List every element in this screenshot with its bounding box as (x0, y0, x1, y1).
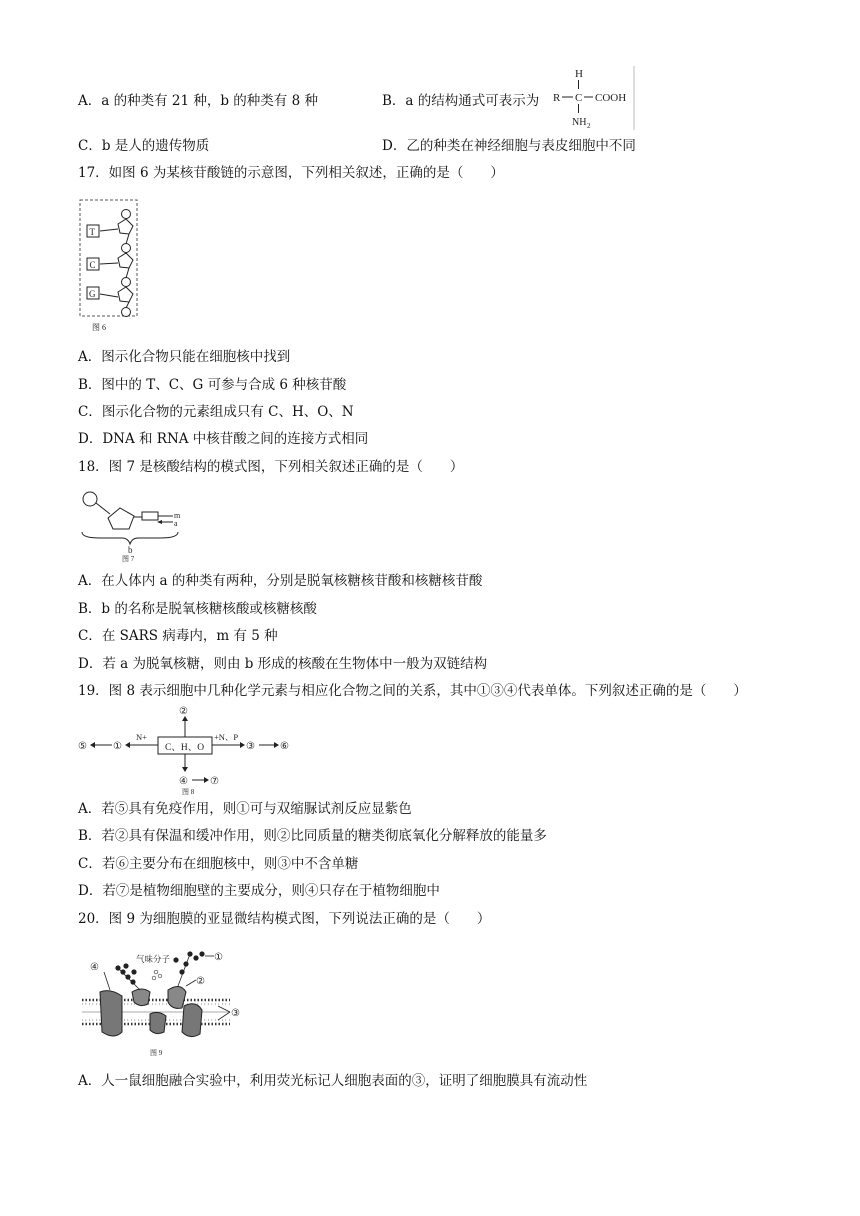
figure-8-elements-compounds (78, 704, 298, 796)
q16-option-d: D．乙的种类在神经细胞与表皮细胞中不同 (382, 138, 636, 154)
formula-r: R (553, 92, 561, 104)
box-cho: C、H、O (165, 743, 205, 753)
q19-option-d: D．若⑦是植物细胞壁的主要成分，则④只存在于植物细胞中 (78, 883, 440, 899)
formula-nh: NH (572, 117, 587, 128)
q20-stem: 20．图 9 为细胞膜的亚显微结构模式图，下列说法正确的是（ ） (78, 911, 491, 927)
q17-option-c: C．图示化合物的元素组成只有 C、H、O、N (78, 404, 354, 420)
label-np: +N、P (214, 732, 239, 742)
transmembrane-protein-right (182, 1004, 202, 1037)
label-m: m (174, 511, 181, 520)
odor-molecules (152, 970, 162, 980)
label-3: ③ (231, 1008, 240, 1019)
figure-9-caption: 图 9 (150, 1049, 163, 1057)
q18-option-c: C．在 SARS 病毒内，m 有 5 种 (78, 628, 278, 644)
q18-option-a: A．在人体内 a 的种类有两种，分别是脱氧核糖核苷酸和核糖核苷酸 (78, 573, 483, 589)
q18-option-d: D．若 a 为脱氧核糖，则由 b 形成的核酸在生物体中一般为双链结构 (78, 656, 488, 672)
nucleotide-unit-c (87, 244, 133, 271)
q17-option-d: D．DNA 和 RNA 中核苷酸之间的连接方式相同 (78, 431, 369, 447)
q17-stem: 17．如图 6 为某核苷酸链的示意图，下列相关叙述，正确的是（ ） (78, 165, 504, 181)
q17-option-b: B．图中的 T、C、G 可参与合成 6 种核苷酸 (78, 377, 347, 393)
peripheral-protein (132, 989, 150, 1006)
label-7: ⑦ (210, 776, 219, 787)
base-c: C (89, 260, 96, 270)
label-6: ⑥ (280, 741, 289, 752)
figure-6-nucleotide-chain (78, 196, 144, 338)
figure-9-cell-membrane (78, 940, 246, 1060)
glycoprotein-chain-left (116, 964, 140, 990)
label-4: ④ (90, 962, 99, 973)
figure-7-nucleotide-model (78, 486, 188, 562)
formula-sub2: 2 (587, 122, 591, 130)
odor-molecule-label: 气味分子 (136, 954, 171, 964)
q17-option-a: A．图示化合物只能在细胞核中找到 (78, 349, 291, 365)
q16-option-a: A．a 的种类有 21 种，b 的种类有 8 种 (78, 93, 318, 109)
label-n-plus: N+ (136, 732, 147, 742)
label-5: ⑤ (78, 741, 87, 752)
receptor-protein (168, 986, 186, 1008)
q18-option-b: B．b 的名称是脱氧核糖核酸或核糖核酸 (78, 601, 317, 617)
inner-protein (150, 1012, 166, 1033)
q16-option-c: C．b 是人的遗传物质 (78, 138, 210, 154)
nucleotide-unit-t (87, 210, 133, 238)
q18-stem: 18．图 7 是核酸结构的模式图，下列相关叙述正确的是（ ） (78, 459, 464, 475)
label-3: ③ (246, 741, 255, 752)
figure-8-caption: 图 8 (182, 788, 195, 796)
base-g: G (89, 289, 96, 299)
q19-option-a: A．若⑤具有免疫作用，则①可与双缩脲试剂反应显紫色 (78, 801, 412, 817)
nucleotide-unit-g (87, 278, 133, 303)
figure-7-caption: 图 7 (122, 555, 135, 562)
q20-option-a: A．人一鼠细胞融合实验中，利用荧光标记人细胞表面的③，证明了细胞膜具有流动性 (78, 1073, 588, 1089)
base-t: T (89, 227, 95, 237)
q19-option-b: B．若②具有保温和缓冲作用，则②比同质量的糖类彻底氧化分解释放的能量多 (78, 828, 547, 844)
label-1: ① (214, 952, 223, 963)
formula-cooh: COOH (595, 92, 627, 104)
transmembrane-protein-left (100, 991, 122, 1036)
label-2: ② (179, 706, 188, 717)
label-1: ① (113, 741, 122, 752)
figure-6-caption: 图 6 (92, 323, 106, 332)
label-4: ④ (179, 776, 188, 787)
q19-stem: 19．图 8 表示细胞中几种化学元素与相应化合物之间的关系，其中①③④代表单体。下列叙述正确的是（ ） (78, 683, 747, 699)
amino-acid-formula (550, 64, 640, 132)
label-a: a (174, 519, 178, 528)
formula-c: C (575, 92, 583, 104)
q16-option-b: B．a 的结构通式可表示为 (382, 93, 540, 109)
q19-option-c: C．若⑥主要分布在细胞核中，则③中不含单糖 (78, 856, 359, 872)
label-b: b (128, 545, 133, 555)
label-2: ② (196, 976, 205, 987)
formula-h: H (575, 68, 583, 80)
